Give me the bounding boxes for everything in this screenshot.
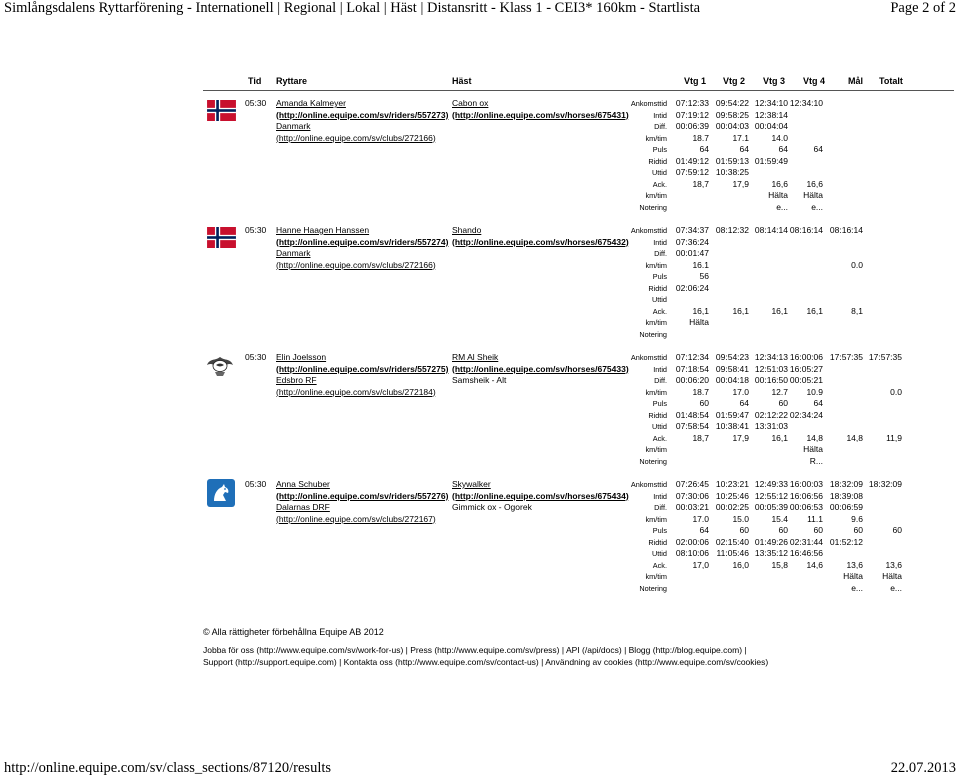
result-cell: 10:38:41 bbox=[715, 421, 749, 431]
result-cell: 07:26:45 bbox=[675, 479, 709, 489]
print-date: 22.07.2013 bbox=[890, 760, 956, 776]
result-cell: 02:31:44 bbox=[789, 536, 823, 547]
result-cell: 18.7 bbox=[692, 386, 709, 397]
result-cell: e... bbox=[851, 582, 863, 593]
club-link[interactable]: Danmark bbox=[276, 121, 311, 131]
result-cell: 60 bbox=[699, 398, 709, 408]
result-cell: 16.1 bbox=[692, 259, 709, 270]
club-emblem-icon bbox=[206, 352, 234, 380]
result-cell: 12:34:13 bbox=[754, 352, 788, 362]
result-cell: 12:34:10 bbox=[754, 98, 788, 108]
row-label: Diff. bbox=[654, 249, 667, 258]
result-cell: 07:30:06 bbox=[675, 490, 709, 501]
rider-link[interactable]: Anna Schuber bbox=[276, 479, 330, 489]
result-cell: 60 bbox=[853, 525, 863, 535]
result-cell: 07:12:34 bbox=[675, 352, 709, 362]
result-cell: 12:55:12 bbox=[754, 490, 788, 501]
result-cell: 07:36:24 bbox=[675, 236, 709, 247]
start-time: 05:30 bbox=[245, 225, 267, 235]
result-cell: 11:05:46 bbox=[716, 548, 749, 558]
result-cell: 10:25:46 bbox=[715, 490, 749, 501]
row-label: km/tim bbox=[645, 387, 667, 397]
result-cell: 00:05:39 bbox=[754, 502, 788, 512]
result-cell: 07:18:54 bbox=[675, 363, 709, 374]
row-label: Intid bbox=[653, 237, 667, 247]
result-cell: 02:15:40 bbox=[715, 536, 749, 547]
result-cell: 08:12:32 bbox=[715, 225, 749, 235]
row-label: Ack. bbox=[652, 560, 667, 570]
row-label: Ridtid bbox=[648, 537, 667, 547]
col-vtg1: Vtg 1 bbox=[684, 76, 707, 86]
result-cell: 64 bbox=[778, 144, 788, 154]
result-cell: 00:03:21 bbox=[675, 502, 709, 512]
result-cell: 8,1 bbox=[851, 305, 863, 316]
result-cell: 18,7 bbox=[692, 432, 709, 443]
result-cell: 10.9 bbox=[806, 386, 823, 397]
horse-link[interactable]: Cabon ox bbox=[452, 98, 489, 108]
col-hast: Häst bbox=[452, 76, 472, 86]
page-title: Simlångsdalens Ryttarförening - Internationell | Regional | Lokal | Häst | Distansritt - Klass 1 - CEI3* 160km - Startlista bbox=[4, 0, 701, 16]
result-cell: 12:38:14 bbox=[754, 109, 788, 120]
result-cell: 08:10:06 bbox=[675, 548, 709, 558]
result-cell: 07:34:37 bbox=[675, 225, 709, 235]
col-tid: Tid bbox=[248, 76, 262, 86]
result-cell: 01:49:26 bbox=[754, 536, 788, 547]
row-label: Puls bbox=[652, 272, 667, 281]
result-cell: 10:23:21 bbox=[715, 479, 749, 489]
result-cell: e... bbox=[890, 582, 902, 593]
result-cell: 02:06:24 bbox=[675, 282, 709, 293]
result-cell: 00:04:18 bbox=[715, 375, 749, 385]
result-cell: 12:51:03 bbox=[754, 363, 788, 374]
row-label: Puls bbox=[652, 145, 667, 154]
result-cell: 14,6 bbox=[806, 559, 823, 570]
row-label: Uttid bbox=[651, 295, 667, 304]
row-label: Ack. bbox=[652, 433, 667, 443]
horse-info: Gimmick ox - Ogorek bbox=[452, 502, 532, 512]
result-cell: 15,8 bbox=[771, 559, 788, 570]
result-cell: 17.1 bbox=[732, 132, 749, 143]
result-cell: 00:02:25 bbox=[715, 502, 749, 512]
result-cell: 60 bbox=[778, 398, 788, 408]
result-cell: e... bbox=[776, 201, 788, 212]
result-cell: 00:16:50 bbox=[754, 375, 788, 385]
col-totalt: Totalt bbox=[879, 76, 903, 86]
result-cell: 07:58:54 bbox=[675, 421, 709, 431]
result-cell: 15.0 bbox=[732, 513, 749, 524]
col-vtg4: Vtg 4 bbox=[803, 76, 826, 86]
row-label: Ridtid bbox=[648, 410, 667, 420]
result-cell: 56 bbox=[699, 271, 709, 281]
row-label: Notering bbox=[639, 583, 667, 593]
result-cell: Hälta bbox=[882, 571, 902, 581]
result-cell: 16,1 bbox=[806, 305, 823, 316]
result-cell: 00:06:20 bbox=[675, 375, 709, 385]
result-cell: 00:05:21 bbox=[789, 375, 823, 385]
result-cell: 07:59:12 bbox=[675, 167, 709, 177]
result-cell: 07:19:12 bbox=[675, 109, 709, 120]
row-label: Puls bbox=[652, 526, 667, 535]
start-time: 05:30 bbox=[245, 479, 267, 489]
horse-link[interactable]: Skywalker bbox=[452, 479, 491, 489]
result-cell: 01:59:49 bbox=[754, 155, 788, 166]
result-cell: 18.7 bbox=[692, 132, 709, 143]
col-mal: Mål bbox=[848, 76, 864, 86]
row-label: Intid bbox=[653, 364, 667, 374]
rider-url[interactable]: (http://online.equipe.com/sv/riders/557274) bbox=[276, 236, 449, 247]
result-cell: 64 bbox=[739, 144, 749, 154]
club-url[interactable]: (http://online.equipe.com/sv/clubs/272184) bbox=[276, 386, 436, 397]
result-cell: 07:12:33 bbox=[675, 98, 709, 108]
result-cell: 60 bbox=[778, 525, 788, 535]
result-cell: 12:34:10 bbox=[789, 98, 823, 108]
result-cell: 11.1 bbox=[807, 513, 823, 524]
horse-logo-icon bbox=[207, 479, 235, 507]
club-url[interactable]: (http://online.equipe.com/sv/clubs/272166) bbox=[276, 259, 436, 270]
result-cell: 00:01:47 bbox=[675, 248, 709, 258]
result-cell: 13:35:12 bbox=[754, 548, 788, 558]
row-label: Ridtid bbox=[648, 156, 667, 166]
result-cell: 13:31:03 bbox=[754, 421, 788, 431]
result-cell: 16,1 bbox=[771, 305, 788, 316]
result-cell: 64 bbox=[699, 525, 709, 535]
result-cell: 64 bbox=[813, 398, 823, 408]
result-cell: 18,7 bbox=[692, 178, 709, 189]
copyright: © Alla rättigheter förbehållna Equipe AB 2012 bbox=[203, 627, 384, 637]
horse-link[interactable]: RM Al Sheik bbox=[452, 352, 499, 362]
club-link[interactable]: Dalarnas DRF bbox=[276, 502, 330, 512]
col-vtg2: Vtg 2 bbox=[723, 76, 746, 86]
result-cell: 18:32:09 bbox=[829, 479, 863, 489]
row-label: Intid bbox=[653, 491, 667, 501]
start-time: 05:30 bbox=[245, 352, 267, 362]
row-label: Uttid bbox=[651, 422, 667, 431]
row-label: Ankomsttid bbox=[630, 99, 667, 108]
result-cell: 64 bbox=[813, 144, 823, 154]
rider-url[interactable]: (http://online.equipe.com/sv/riders/557273) bbox=[276, 109, 449, 120]
norway-flag-icon bbox=[207, 227, 236, 248]
result-cell: 01:48:54 bbox=[675, 409, 709, 420]
row-label: Notering bbox=[639, 329, 667, 339]
result-cell: 13,6 bbox=[885, 559, 902, 570]
result-cell: 16,6 bbox=[806, 178, 823, 189]
result-cell: 14.0 bbox=[771, 132, 788, 143]
row-label: Uttid bbox=[651, 549, 667, 558]
result-cell: 00:06:53 bbox=[789, 502, 823, 512]
horse-url[interactable]: (http://online.equipe.com/sv/horses/675433) bbox=[452, 363, 629, 374]
result-cell: 14,8 bbox=[846, 432, 863, 443]
rider-link[interactable]: Amanda Kalmeyer bbox=[276, 98, 346, 108]
row-label: km/tim bbox=[645, 318, 667, 327]
result-cell: 60 bbox=[813, 525, 823, 535]
norway-flag-icon bbox=[207, 100, 236, 121]
result-cell: 11,9 bbox=[886, 432, 902, 443]
club-url[interactable]: (http://online.equipe.com/sv/clubs/272166) bbox=[276, 132, 436, 143]
result-cell: 16:00:06 bbox=[789, 352, 823, 362]
result-cell: 17,9 bbox=[732, 432, 749, 443]
result-cell: 08:16:14 bbox=[789, 225, 823, 235]
result-cell: 02:00:06 bbox=[675, 536, 709, 547]
horse-info: Samsheik - Alt bbox=[452, 375, 507, 385]
footer-links-1[interactable]: Jobba för oss (http://www.equipe.com/sv/work-for-us) | Press (http://www.equipe.com/sv/press) | API (/api/docs) | Blogg (http://blog.equipe.com) | bbox=[203, 645, 747, 655]
result-cell: R... bbox=[809, 455, 823, 466]
row-label: Notering bbox=[639, 202, 667, 212]
result-cell: 60 bbox=[739, 525, 749, 535]
horse-link[interactable]: Shando bbox=[452, 225, 482, 235]
result-cell: 12.7 bbox=[771, 386, 788, 397]
result-cell: 16:46:56 bbox=[789, 548, 823, 558]
club-url[interactable]: (http://online.equipe.com/sv/clubs/272167) bbox=[276, 513, 436, 524]
result-cell: 14,8 bbox=[806, 432, 823, 443]
result-cell: 08:16:14 bbox=[829, 225, 863, 235]
result-cell: Hälta bbox=[803, 444, 823, 454]
result-cell: 16,6 bbox=[771, 178, 788, 189]
row-label: Ankomsttid bbox=[630, 353, 667, 362]
row-label: Diff. bbox=[654, 503, 667, 512]
row-label: Intid bbox=[653, 110, 667, 120]
result-cell: 08:14:14 bbox=[754, 225, 788, 235]
row-label: Ankomsttid bbox=[630, 480, 667, 489]
row-label: Diff. bbox=[654, 376, 667, 385]
row-label: Diff. bbox=[654, 122, 667, 131]
result-cell: 02:12:22 bbox=[754, 409, 788, 420]
result-cell: 16,1 bbox=[692, 305, 709, 316]
result-cell: 17.0 bbox=[692, 513, 709, 524]
row-label: Ankomsttid bbox=[630, 226, 667, 235]
header-rule bbox=[203, 90, 954, 91]
result-cell: 12:49:33 bbox=[754, 479, 788, 489]
row-label: Puls bbox=[652, 399, 667, 408]
row-label: Uttid bbox=[651, 168, 667, 177]
result-cell: 16,1 bbox=[771, 432, 788, 443]
footer-links-2[interactable]: Support (http://support.equipe.com) | Kontakta oss (http://www.equipe.com/sv/contact-us) | Användning av cookies (http://www.equipe.com/sv/cookies) bbox=[203, 657, 769, 667]
row-label: Ack. bbox=[652, 306, 667, 316]
result-cell: Hälta bbox=[689, 317, 709, 327]
row-label: Notering bbox=[639, 456, 667, 466]
result-cell: 09:54:22 bbox=[715, 98, 749, 108]
result-cell: 0.0 bbox=[851, 259, 863, 270]
col-vtg3: Vtg 3 bbox=[763, 76, 786, 86]
result-cell: 17,9 bbox=[732, 178, 749, 189]
result-cell: 00:04:04 bbox=[754, 121, 788, 131]
row-label: km/tim bbox=[645, 191, 667, 200]
result-cell: 09:54:23 bbox=[715, 352, 749, 362]
row-label: km/tim bbox=[645, 445, 667, 454]
result-cell: 16:00:03 bbox=[789, 479, 823, 489]
result-cell: Hälta bbox=[768, 190, 788, 200]
result-cell: 64 bbox=[739, 398, 749, 408]
result-cell: 17:57:35 bbox=[829, 352, 863, 362]
rider-link[interactable]: Hanne Haagen Hanssen bbox=[276, 225, 370, 235]
result-cell: 01:49:12 bbox=[675, 155, 709, 166]
result-cell: 02:34:24 bbox=[789, 409, 823, 420]
row-label: km/tim bbox=[645, 133, 667, 143]
row-label: Ack. bbox=[652, 179, 667, 189]
row-label: km/tim bbox=[645, 514, 667, 524]
row-label: Ridtid bbox=[648, 283, 667, 293]
result-cell: 01:52:12 bbox=[829, 536, 863, 547]
result-cell: 00:06:39 bbox=[675, 121, 709, 131]
page-number: Page 2 of 2 bbox=[890, 0, 956, 16]
page-url: http://online.equipe.com/sv/class_sections/87120/results bbox=[4, 760, 332, 776]
result-cell: Hälta bbox=[843, 571, 863, 581]
row-label: km/tim bbox=[645, 260, 667, 270]
result-cell: 64 bbox=[699, 144, 709, 154]
result-cell: 9.6 bbox=[851, 513, 863, 524]
start-time: 05:30 bbox=[245, 98, 267, 108]
result-cell: 18:39:08 bbox=[829, 490, 863, 501]
result-cell: 18:32:09 bbox=[868, 479, 902, 489]
rider-url[interactable]: (http://online.equipe.com/sv/riders/557276) bbox=[276, 490, 449, 501]
result-cell: 01:59:47 bbox=[715, 409, 749, 420]
horse-url[interactable]: (http://online.equipe.com/sv/horses/675434) bbox=[452, 490, 629, 501]
result-cell: e... bbox=[811, 201, 823, 212]
result-cell: 15.4 bbox=[771, 513, 788, 524]
result-cell: 16,1 bbox=[732, 305, 749, 316]
result-cell: 00:04:03 bbox=[715, 121, 749, 131]
result-cell: 17,0 bbox=[692, 559, 709, 570]
rider-link[interactable]: Elin Joelsson bbox=[276, 352, 327, 362]
result-cell: 16:06:56 bbox=[789, 490, 823, 501]
result-cell: 00:06:59 bbox=[829, 502, 863, 512]
rider-url[interactable]: (http://online.equipe.com/sv/riders/557275) bbox=[276, 363, 449, 374]
result-cell: 13,6 bbox=[846, 559, 863, 570]
row-label: km/tim bbox=[645, 572, 667, 581]
club-link[interactable]: Danmark bbox=[276, 248, 311, 258]
result-cell: 60 bbox=[892, 525, 902, 535]
result-cell: 10:38:25 bbox=[715, 167, 749, 177]
result-cell: 17.0 bbox=[732, 386, 749, 397]
result-cell: 01:59:13 bbox=[715, 155, 749, 166]
result-cell: 17:57:35 bbox=[868, 352, 902, 362]
club-link[interactable]: Edsbro RF bbox=[276, 375, 317, 385]
result-cell: 0.0 bbox=[890, 386, 902, 397]
result-cell: 16,0 bbox=[732, 559, 749, 570]
result-cell: Hälta bbox=[803, 190, 823, 200]
horse-url[interactable]: (http://online.equipe.com/sv/horses/675432) bbox=[452, 236, 629, 247]
result-cell: 09:58:25 bbox=[715, 109, 749, 120]
result-cell: 09:58:41 bbox=[715, 363, 749, 374]
horse-url[interactable]: (http://online.equipe.com/sv/horses/675431) bbox=[452, 109, 629, 120]
col-ryttare: Ryttare bbox=[276, 76, 308, 86]
result-cell: 16:05:27 bbox=[789, 363, 823, 374]
